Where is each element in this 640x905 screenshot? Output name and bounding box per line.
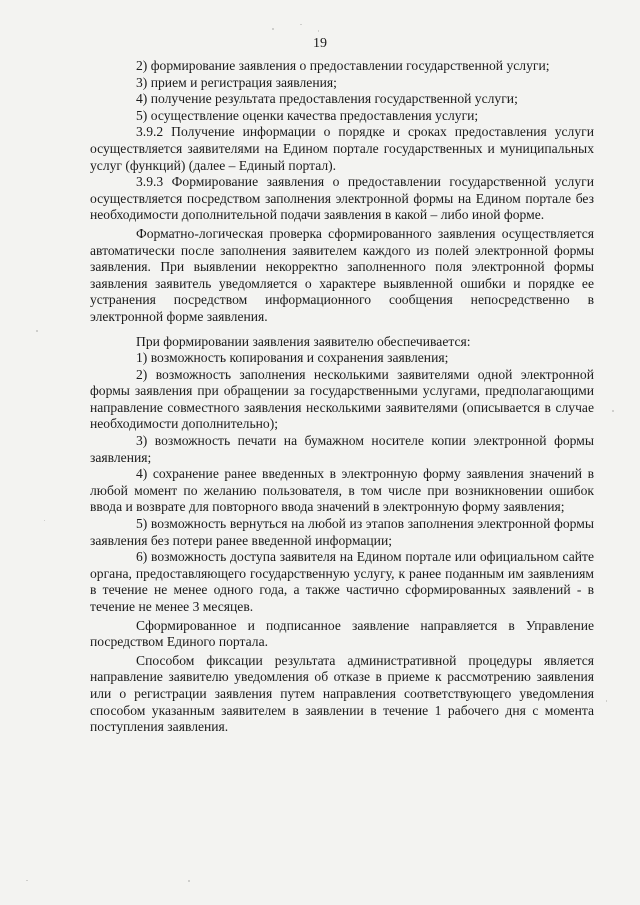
scan-speckle	[612, 410, 614, 412]
scan-speckle	[44, 520, 45, 521]
page-number: 19	[313, 36, 327, 51]
scan-speckle	[300, 24, 302, 25]
paragraph-14: 6) возможность доступа заявителя на Едином портале или официальном сайте органа, предоставляющего государственную услугу, к ранее поданным им заявлениям в течение не менее одного года, а также частично сформированных заявлений - в течение не менее 3 месяцев.	[90, 549, 594, 614]
paragraph-3: 4) получение результата предоставления государственной услуги;	[136, 91, 518, 107]
document-body	[90, 58, 594, 736]
scan-speckle	[26, 880, 28, 881]
scan-speckle	[606, 700, 607, 702]
paragraph-6: 3.9.3 Формирование заявления о предоставлении государственной услуги осуществляется посредством заполнения электронной формы на Едином портале без необходимости дополнительной подачи заявления в какой – либо иной форме.	[90, 174, 594, 223]
paragraph-2: 3) прием и регистрация заявления;	[136, 74, 337, 90]
paragraph-16: Способом фиксации результата административной процедуры является направление заявителю уведомления об отказе в приеме к рассмотрению заявления или о регистрации заявления путем направления соответствующего уведомления способом указанным заявителем в заявлении в течение 1 рабочего дня с момента поступления заявления.	[90, 652, 594, 735]
scan-speckle	[318, 30, 319, 32]
paragraph-5: 3.9.2 Получение информации о порядке и сроках предоставления услуги осуществляется заявителями на Едином портале государственных и муниципальных услуг (функций) (далее – Единый портал).	[90, 124, 594, 173]
paragraph-12: 4) сохранение ранее введенных в электронную форму заявления значений в любой момент по желанию пользователя, в том числе при возникновении ошибок ввода и возврате для повторного ввода значений в электронную форму заявления;	[90, 466, 594, 515]
paragraph-8: При формировании заявления заявителю обеспечивается:	[136, 333, 471, 349]
scan-speckle	[272, 28, 274, 30]
paragraph-1: 2) формирование заявления о предоставлении государственной услуги;	[136, 58, 550, 73]
paragraph-7: Форматно-логическая проверка сформированного заявления осуществляется автоматически после заполнения заявителем каждого из полей электронной формы заявления. При выявлении некорректно заполненного поля электронной формы заявления заявитель уведомляется о характере выявленной ошибки и порядке ее устранения посредством информационного сообщения непосредственно в электронной форме заявления.	[90, 225, 594, 324]
scan-speckle	[36, 330, 38, 332]
paragraph-10: 2) возможность заполнения несколькими заявителями одной электронной формы заявления при обращении за государственными услугами, предполагающими направление совместного заявления несколькими заявителями (описывается в случае необходимости дополнительно);	[90, 366, 594, 432]
paragraph-13: 5) возможность вернуться на любой из этапов заполнения электронной формы заявления без потери ранее введенной информации;	[90, 516, 594, 548]
paragraph-4: 5) осуществление оценки качества предоставления услуги;	[136, 107, 479, 123]
paragraph-9: 1) возможность копирования и сохранения заявления;	[136, 350, 449, 366]
paragraph-15: Сформированное и подписанное заявление направляется в Управление посредством Единого портала.	[90, 617, 594, 650]
paragraph-11: 3) возможность печати на бумажном носителе копии электронной формы заявления;	[90, 433, 594, 465]
scan-speckle	[188, 880, 190, 882]
